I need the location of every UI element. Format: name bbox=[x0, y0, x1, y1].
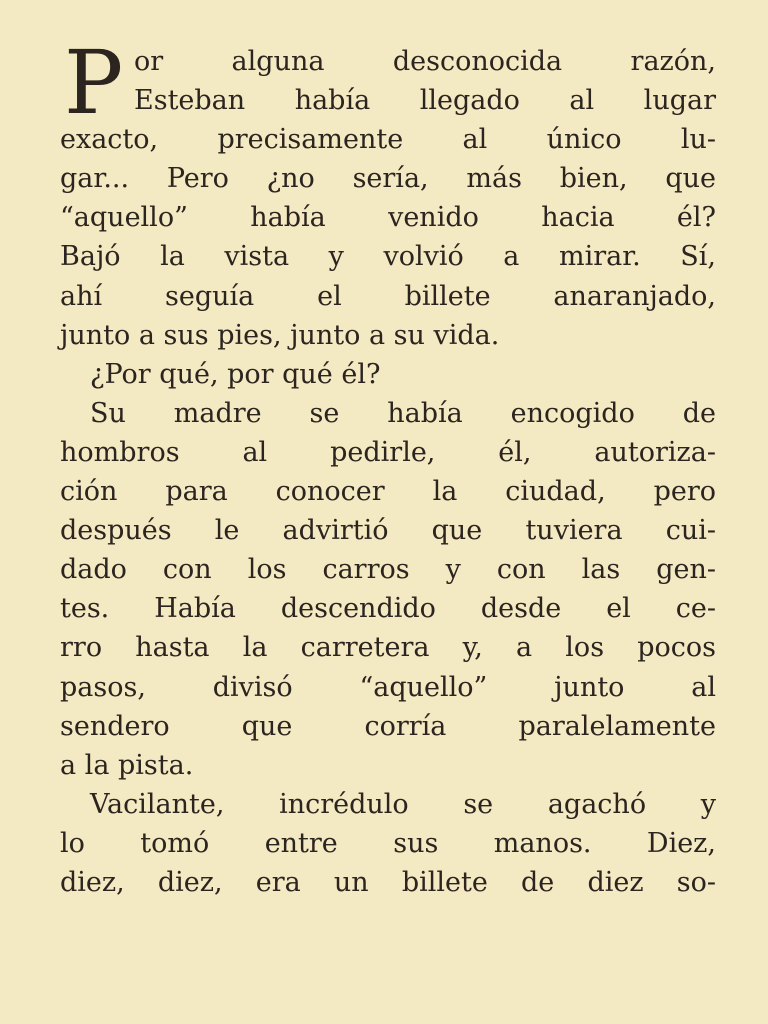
text-line: rro hasta la carretera y, a los pocos bbox=[60, 632, 716, 664]
text-line: gar... Pero ¿no sería, más bien, que bbox=[60, 163, 716, 195]
text-line: sendero que corría paralelamente bbox=[60, 710, 716, 742]
text-line: pasos, divisó “aquello” junto al bbox=[60, 671, 716, 703]
drop-cap: P bbox=[64, 31, 124, 134]
text-line: “aquello” había venido hacia él? bbox=[60, 202, 716, 234]
text-line: tes. Había descendido desde el ce- bbox=[60, 593, 716, 625]
text-line: ahí seguía el billete anaranjado, bbox=[60, 280, 716, 312]
text-line: Su madre se había encogido de bbox=[90, 397, 716, 429]
text-line: después le advirtió que tuviera cui- bbox=[60, 515, 716, 547]
text-line: Esteban había llegado al lugar bbox=[134, 85, 716, 117]
text-line: Bajó la vista y volvió a mirar. Sí, bbox=[60, 241, 716, 273]
text-line: or alguna desconocida razón, bbox=[134, 46, 716, 77]
text-line: ción para conocer la ciudad, pero bbox=[60, 476, 716, 508]
text-line: exacto, precisamente al único lu- bbox=[60, 124, 716, 156]
text-line: lo tomó entre sus manos. Diez, bbox=[60, 827, 716, 859]
text-line: Vacilante, incrédulo se agachó y bbox=[90, 788, 716, 820]
text-line: dado con los carros y con las gen- bbox=[60, 554, 716, 586]
text-line: ¿Por qué, por qué él? bbox=[90, 358, 381, 390]
text-line: hombros al pedirle, él, autoriza- bbox=[60, 436, 716, 468]
text-line: a la pista. bbox=[60, 749, 194, 781]
body-text bbox=[60, 31, 716, 902]
text-line: junto a sus pies, junto a su vida. bbox=[60, 319, 500, 351]
text-line: diez, diez, era un billete de diez so- bbox=[60, 866, 716, 898]
